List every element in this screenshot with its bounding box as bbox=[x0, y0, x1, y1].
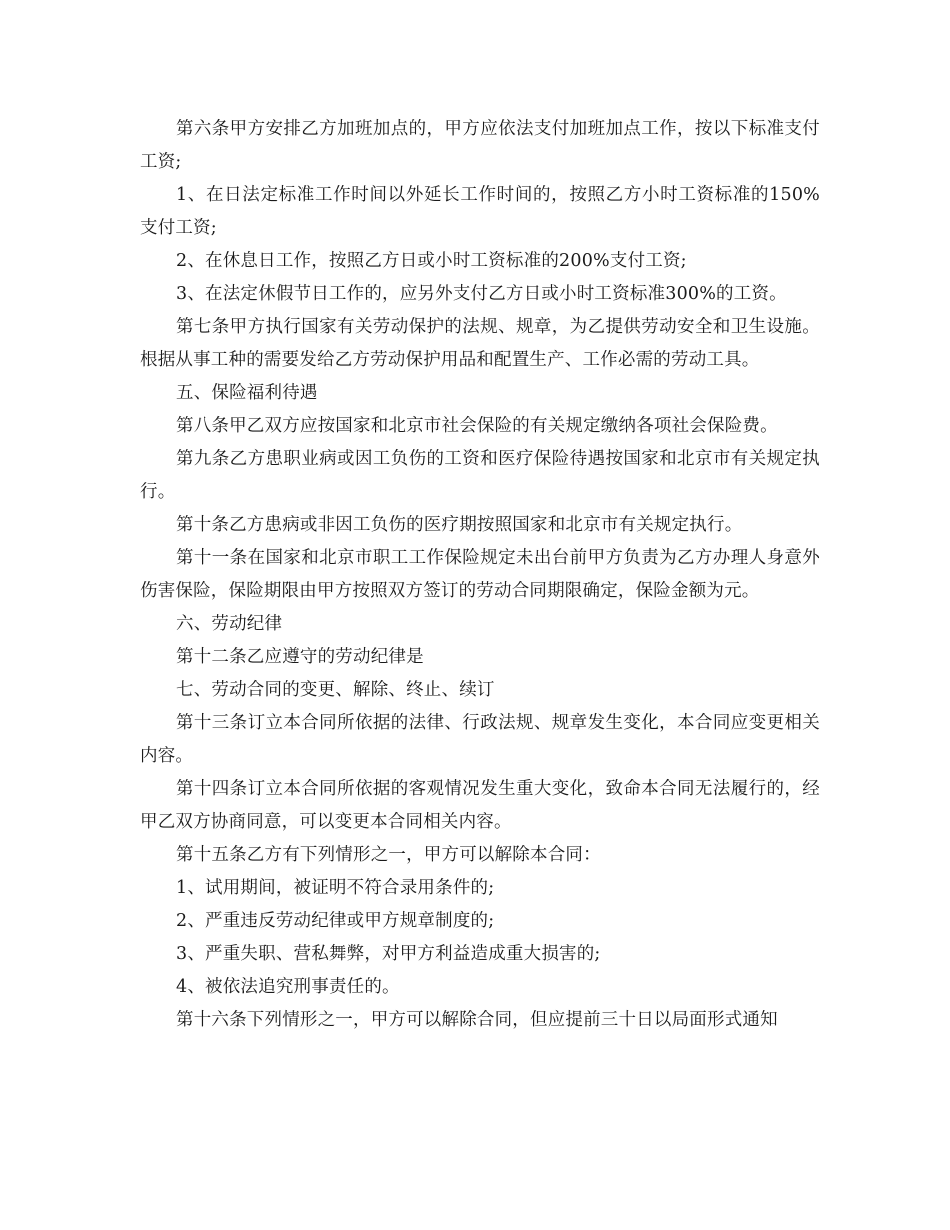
paragraph-article-11: 第十一条在国家和北京市职工工作保险规定未出台前甲方负责为乙方办理人身意外伤害保险，保险期限由甲方按照双方签订的劳动合同期限确定，保险金额为元。 bbox=[140, 548, 820, 601]
paragraph-article-15: 第十五条乙方有下列情形之一，甲方可以解除本合同： bbox=[176, 845, 601, 865]
paragraph-article-7: 第七条甲方执行国家有关劳动保护的法规、规章，为乙提供劳动安全和卫生设施。根据从事工种的需要发给乙方劳动保护用品和配置生产、工作必需的劳动工具。 bbox=[140, 317, 820, 370]
paragraph-article-9: 第九条乙方患职业病或因工负伤的工资和医疗保险待遇按国家和北京市有关规定执行。 bbox=[140, 449, 820, 502]
document-body bbox=[140, 113, 820, 1037]
paragraph-item-2-discipline-violation: 2、严重违反劳动纪律或甲方规章制度的; bbox=[176, 911, 495, 931]
paragraph-article-8: 第八条甲乙双方应按国家和北京市社会保险的有关规定缴纳各项社会保险费。 bbox=[176, 416, 778, 436]
paragraph-article-12: 第十二条乙应遵守的劳动纪律是 bbox=[176, 647, 424, 667]
section-heading-contract-changes: 七、劳动合同的变更、解除、终止、续订 bbox=[176, 680, 495, 700]
paragraph-article-6: 第六条甲方安排乙方加班加点的，甲方应依法支付加班加点工作，按以下标准支付工资; bbox=[140, 119, 820, 172]
section-heading-insurance: 五、保险福利待遇 bbox=[176, 383, 318, 403]
paragraph-item-2-rest-day: 2、在休息日工作，按照乙方日或小时工资标准的200%支付工资; bbox=[176, 251, 687, 271]
paragraph-item-3-misconduct: 3、严重失职、营私舞弊，对甲方利益造成重大损害的; bbox=[176, 944, 601, 964]
paragraph-article-16: 第十六条下列情形之一，甲方可以解除合同，但应提前三十日以局面形式通知 bbox=[176, 1010, 778, 1030]
paragraph-item-4-criminal: 4、被依法追究刑事责任的。 bbox=[176, 977, 400, 997]
paragraph-article-10: 第十条乙方患病或非因工负伤的医疗期按照国家和北京市有关规定执行。 bbox=[176, 515, 743, 535]
paragraph-item-3-holiday: 3、在法定休假节日工作的，应另外支付乙方日或小时工资标准300%的工资。 bbox=[176, 284, 787, 304]
paragraph-article-13: 第十三条订立本合同所依据的法律、行政法规、规章发生变化，本合同应变更相关内容。 bbox=[140, 713, 820, 766]
paragraph-item-1-overtime: 1、在日法定标准工作时间以外延长工作时间的，按照乙方小时工资标准的150%支付工资; bbox=[140, 185, 820, 238]
paragraph-article-14: 第十四条订立本合同所依据的客观情况发生重大变化，致命本合同无法履行的，经甲乙双方协商同意，可以变更本合同相关内容。 bbox=[140, 779, 820, 832]
paragraph-item-1-probation: 1、试用期间，被证明不符合录用条件的; bbox=[176, 878, 495, 898]
section-heading-discipline: 六、劳动纪律 bbox=[176, 614, 283, 634]
